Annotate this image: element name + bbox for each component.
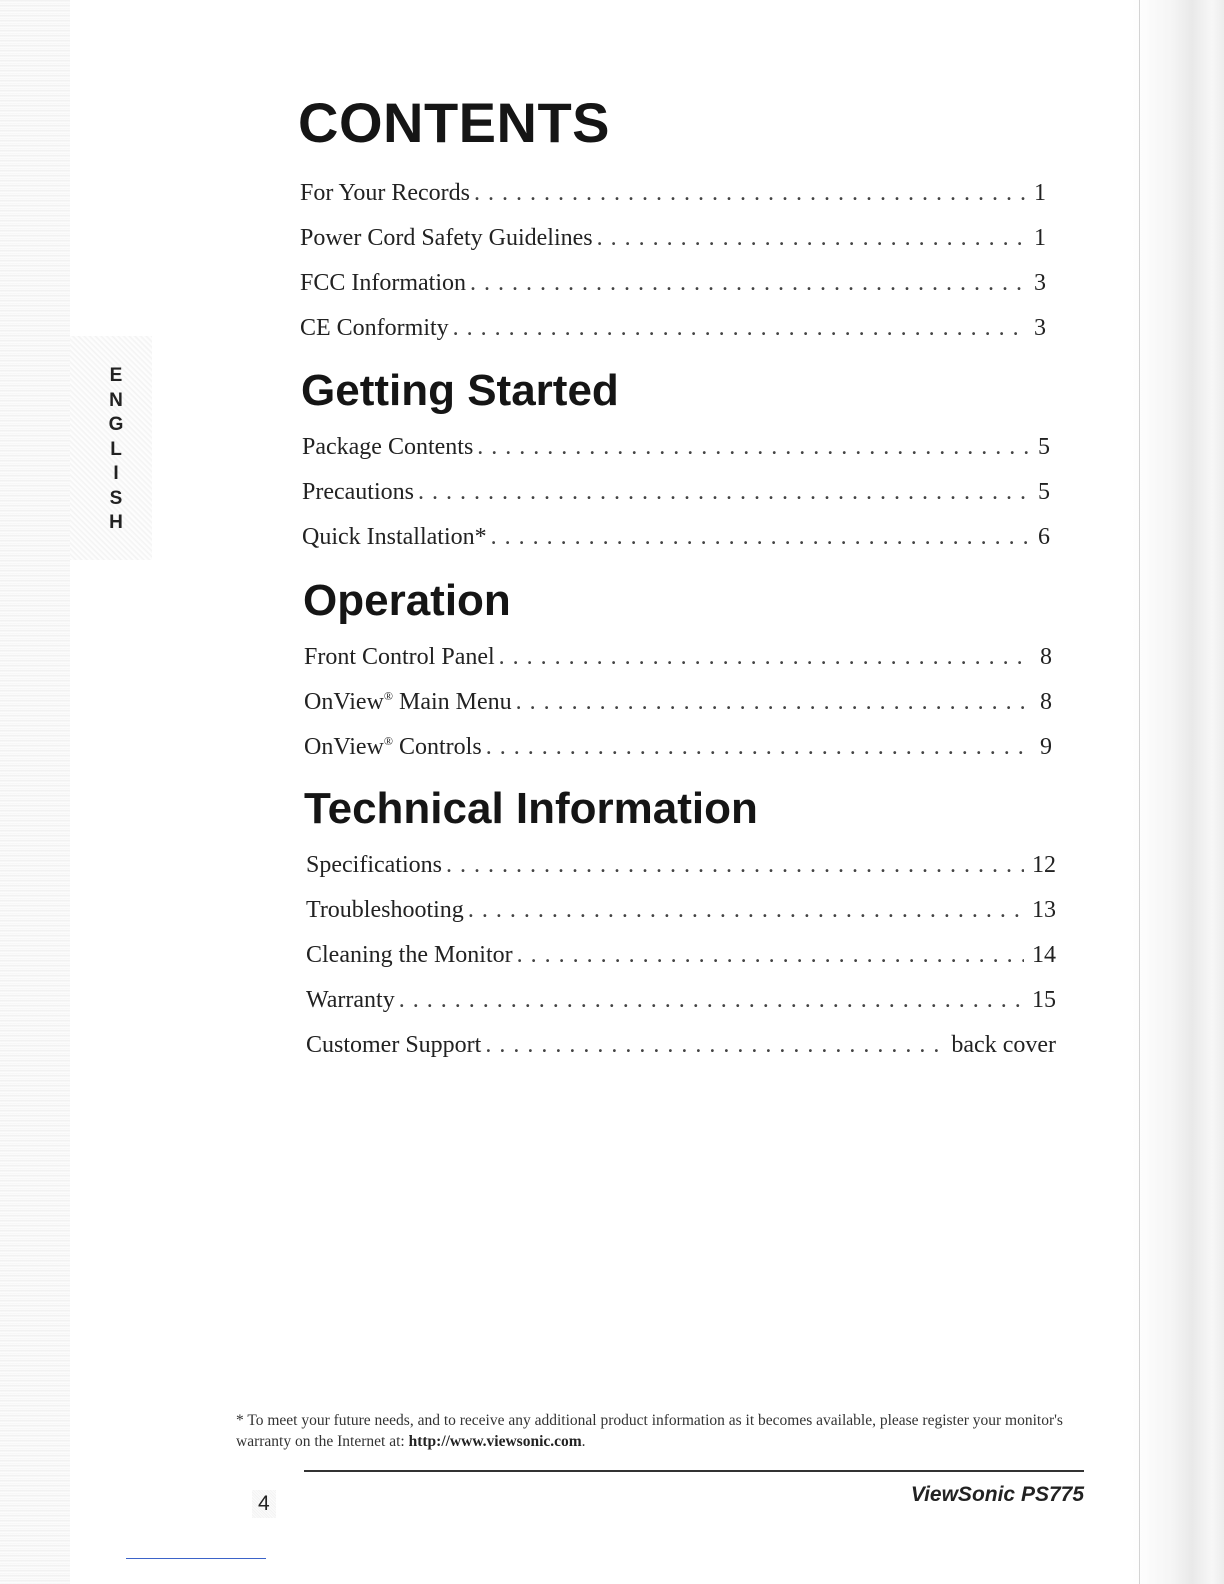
toc-entry-title: CE Conformity bbox=[300, 315, 449, 341]
footnote-text: * To meet your future needs, and to receive any additional product information as it becomes available, please register your monitor's warranty on the Internet at: bbox=[236, 1412, 1063, 1450]
toc-leader-dots bbox=[474, 180, 1026, 207]
page-number: 4 bbox=[252, 1490, 276, 1518]
toc-entry-title: Package Contents bbox=[302, 434, 474, 460]
toc-entry-title-brand: OnView bbox=[304, 734, 384, 760]
toc-leader-dots bbox=[516, 689, 1032, 716]
toc-entry-page: 14 bbox=[1032, 942, 1056, 968]
section-heading-operation: Operation bbox=[303, 576, 511, 625]
toc-leader-dots bbox=[597, 225, 1026, 252]
scan-edge-right bbox=[1132, 0, 1224, 1584]
toc-section-operation bbox=[304, 644, 1052, 779]
toc-entry[interactable] bbox=[304, 689, 1052, 734]
toc-entry-title: Power Cord Safety Guidelines bbox=[300, 225, 593, 251]
language-letter: S bbox=[109, 487, 123, 509]
toc-entry-title: Troubleshooting bbox=[306, 897, 464, 923]
toc-entry-page: 6 bbox=[1038, 524, 1050, 550]
toc-entry-title: Cleaning the Monitor bbox=[306, 942, 513, 968]
toc-leader-dots bbox=[453, 315, 1026, 342]
toc-entry-title: Specifications bbox=[306, 852, 442, 878]
toc-entry[interactable] bbox=[300, 180, 1046, 225]
toc-section-technical-information bbox=[306, 852, 1056, 1077]
toc-leader-dots bbox=[418, 479, 1030, 506]
toc-entry[interactable] bbox=[302, 434, 1050, 479]
toc-entry-title-rest: Main Menu bbox=[393, 689, 512, 715]
toc-entry[interactable] bbox=[300, 315, 1046, 360]
toc-entry-page: 3 bbox=[1034, 315, 1046, 341]
toc-entry[interactable] bbox=[302, 479, 1050, 524]
toc-leader-dots bbox=[491, 524, 1030, 551]
toc-entry[interactable] bbox=[300, 225, 1046, 270]
toc-entry-title: Front Control Panel bbox=[304, 644, 495, 670]
toc-entry-page: 1 bbox=[1034, 180, 1046, 206]
toc-leader-dots bbox=[517, 942, 1024, 969]
toc-leader-dots bbox=[477, 434, 1030, 461]
language-letter: H bbox=[109, 512, 123, 533]
toc-entry-title: Quick Installation* bbox=[302, 524, 487, 550]
toc-leader-dots bbox=[468, 897, 1024, 924]
toc-entry-page: 5 bbox=[1038, 479, 1050, 505]
section-heading-technical-information: Technical Information bbox=[304, 784, 758, 833]
toc-leader-dots bbox=[486, 734, 1032, 761]
toc-leader-dots bbox=[399, 987, 1024, 1014]
toc-entry[interactable] bbox=[304, 734, 1052, 779]
language-tab-letters bbox=[104, 364, 128, 536]
toc-entry-page: 15 bbox=[1032, 987, 1056, 1013]
toc-entry-page: 1 bbox=[1034, 225, 1046, 251]
toc-entry-page: 8 bbox=[1040, 644, 1052, 670]
language-letter: N bbox=[109, 389, 123, 411]
toc-leader-dots bbox=[446, 852, 1024, 879]
toc-entry-title bbox=[304, 689, 512, 716]
toc-entry[interactable] bbox=[306, 1032, 1056, 1077]
toc-section-front-matter bbox=[300, 180, 1046, 360]
toc-entry-page: 5 bbox=[1038, 434, 1050, 460]
toc-entry[interactable] bbox=[306, 897, 1056, 942]
toc-entry-page: 8 bbox=[1040, 689, 1052, 715]
toc-section-getting-started bbox=[302, 434, 1050, 569]
toc-entry-title: FCC Information bbox=[300, 270, 466, 296]
toc-entry[interactable] bbox=[306, 942, 1056, 987]
language-letter: E bbox=[109, 365, 123, 386]
page-title: CONTENTS bbox=[298, 91, 610, 154]
toc-entry[interactable] bbox=[304, 644, 1052, 689]
toc-entry-title-rest: Controls bbox=[393, 734, 482, 760]
toc-entry-title: Precautions bbox=[302, 479, 414, 505]
toc-entry-page: 13 bbox=[1032, 897, 1056, 923]
toc-entry-title: Customer Support bbox=[306, 1032, 482, 1058]
footnote bbox=[236, 1410, 1066, 1452]
toc-leader-dots bbox=[499, 644, 1032, 671]
toc-leader-dots bbox=[470, 270, 1026, 297]
footer-divider bbox=[304, 1470, 1084, 1472]
registered-mark: ® bbox=[383, 689, 393, 703]
toc-entry-title-brand: OnView bbox=[304, 689, 384, 715]
scan-edge-left bbox=[0, 0, 70, 1584]
section-heading-getting-started: Getting Started bbox=[301, 366, 619, 415]
footnote-end: . bbox=[581, 1433, 586, 1450]
toc-entry[interactable] bbox=[300, 270, 1046, 315]
scan-underline-mark bbox=[126, 1558, 266, 1559]
language-letter: G bbox=[108, 414, 124, 435]
language-letter: I bbox=[113, 463, 119, 484]
brand-model: ViewSonic PS775 bbox=[910, 1483, 1084, 1506]
website-link[interactable]: http://www.viewsonic.com bbox=[408, 1433, 582, 1450]
toc-entry-title bbox=[304, 734, 482, 761]
toc-entry-page: 9 bbox=[1040, 734, 1052, 760]
toc-entry-title: For Your Records bbox=[300, 180, 471, 206]
toc-entry[interactable] bbox=[306, 987, 1056, 1032]
toc-entry-page: back cover bbox=[951, 1032, 1056, 1058]
toc-entry[interactable] bbox=[306, 852, 1056, 897]
language-letter: L bbox=[110, 438, 122, 460]
toc-entry-page: 12 bbox=[1032, 852, 1056, 878]
toc-entry-page: 3 bbox=[1034, 270, 1046, 296]
toc-entry[interactable] bbox=[302, 524, 1050, 569]
registered-mark: ® bbox=[383, 734, 393, 748]
toc-leader-dots bbox=[485, 1032, 943, 1059]
toc-entry-title: Warranty bbox=[306, 987, 395, 1013]
scan-edge-right-line bbox=[1139, 0, 1140, 1584]
